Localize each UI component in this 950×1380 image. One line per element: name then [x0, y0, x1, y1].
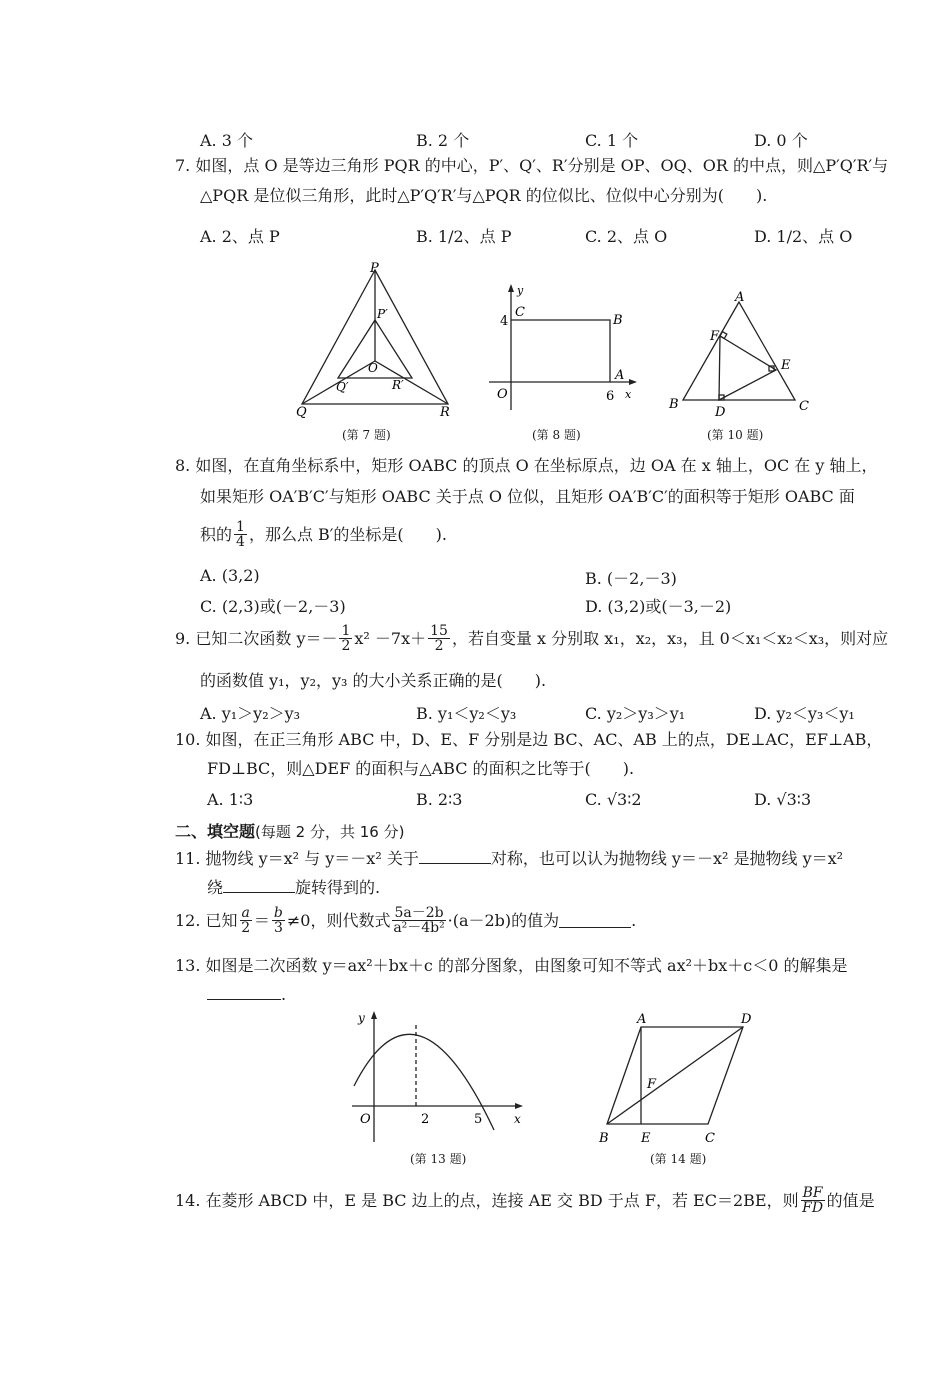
q9-f1-den: 2 — [341, 638, 351, 654]
q14-f-num: BF — [802, 1185, 823, 1201]
fig7-label-r: R — [440, 405, 450, 418]
q10-option-d: D. √3∶3 — [754, 790, 812, 809]
fig13-label-2: 2 — [421, 1112, 430, 1127]
figure-13 — [348, 1006, 530, 1146]
fig14-label-e: E — [641, 1131, 651, 1146]
q9-option-b: B. y₁＜y₂＜y₃ — [416, 704, 517, 723]
q8-line3-post: ，那么点 B′的坐标是( ). — [248, 524, 447, 544]
fig7-caption: (第 7 题) — [342, 428, 391, 442]
fig10-label-f: F — [710, 329, 720, 344]
q12-f3-den: a²－4b² — [393, 920, 445, 936]
q13-line1: 13. 如图是二次函数 y＝ax²＋bx＋c 的部分图象，由图象可知不等式 ax²＋bx＋c＜0 的解集是 — [175, 956, 848, 975]
q7-line1: 7. 如图，点 O 是等边三角形 PQR 的中心，P′、Q′、R′分别是 OP、OQ、OR 的中点，则△P′Q′R′与 — [175, 156, 889, 175]
fig10-label-a: A — [735, 290, 745, 305]
q9-option-d: D. y₂＜y₃＜y₁ — [754, 704, 855, 723]
q10-option-a: A. 1∶3 — [207, 790, 254, 809]
q9-fraction-1 — [339, 624, 352, 653]
q13-blank[interactable] — [207, 985, 281, 1000]
fig10-label-c: C — [799, 399, 809, 414]
figure-8 — [485, 280, 645, 420]
q12-fraction-1 — [240, 906, 252, 935]
q8-option-d: D. (3,2)或(－3,－2) — [585, 597, 732, 616]
q8-line2: 如果矩形 OA′B′C′与矩形 OABC 关于点 O 位似，且矩形 OA′B′C′的面积等于矩形 OABC 面 — [200, 487, 855, 506]
fig7-label-o: O — [368, 361, 378, 375]
q14-pre: 14. 在菱形 ABCD 中，E 是 BC 边上的点，连接 AE 交 BD 于点 F，若 EC＝2BE，则 — [175, 1190, 799, 1210]
q12-mid: ≠0，则代数式 — [286, 910, 391, 930]
figure-14 — [593, 1008, 763, 1148]
fig13-label-x: x — [514, 1112, 521, 1126]
q12-end: . — [631, 910, 637, 930]
q9-line1-mid: x² －7x＋ — [354, 628, 427, 648]
q12-pre: 12. 已知 — [175, 910, 238, 930]
q12-line — [175, 906, 636, 935]
q9-line2: 的函数值 y₁，y₂，y₃ 的大小关系正确的是( ). — [200, 671, 547, 690]
q9-option-c: C. y₂＞y₃＞y₁ — [585, 704, 686, 723]
fig8-label-c: C — [515, 305, 525, 320]
fig10-label-d: D — [715, 405, 726, 420]
q12-blank[interactable] — [559, 913, 631, 928]
q11-line1 — [175, 849, 843, 867]
fig8-label-b: B — [613, 313, 623, 328]
q7-option-a: A. 2、点 P — [200, 227, 280, 246]
fig14-label-f: F — [647, 1077, 657, 1092]
q7-option-d: D. 1/2、点 O — [754, 227, 853, 246]
section-2-note: (每题 2 分，共 16 分) — [255, 823, 405, 841]
q8-fraction — [234, 520, 247, 549]
section-2-heading — [175, 819, 404, 842]
q13-line2 — [207, 985, 286, 1003]
q11-blank-2[interactable] — [223, 878, 295, 893]
fig7-label-p-prime: P′ — [377, 307, 388, 321]
fig14-caption: (第 14 题) — [650, 1152, 707, 1166]
q8-line3 — [200, 520, 447, 549]
q8-option-b: B. (－2,－3) — [585, 569, 677, 588]
q8-line3-pre: 积的 — [200, 524, 233, 544]
q12-fraction-2 — [272, 906, 285, 935]
q14-line — [175, 1186, 875, 1215]
q9-fraction-2 — [428, 624, 450, 653]
q10-option-b: B. 2∶3 — [416, 790, 463, 809]
q7-option-c: C. 2、点 O — [585, 227, 668, 246]
q9-f1-num: 1 — [341, 623, 351, 639]
fig10-label-b: B — [669, 397, 679, 412]
q8-option-a: A. (3,2) — [200, 566, 260, 585]
figure-10 — [665, 290, 815, 425]
fig8-label-o: O — [497, 387, 508, 402]
q9-line1-post: ，若自变量 x 分别取 x₁，x₂，x₃，且 0＜x₁＜x₂＜x₃，则对应 — [451, 628, 889, 648]
q6-option-a: A. 3 个 — [200, 131, 253, 150]
q12-eq: ＝ — [253, 910, 270, 930]
fig8-caption: (第 8 题) — [532, 428, 581, 442]
q12-f2-num: b — [273, 905, 283, 921]
q11-line1-pre: 11. 抛物线 y＝x² 与 y＝－x² 关于 — [175, 849, 419, 868]
q9-option-a: A. y₁＞y₂＞y₃ — [200, 704, 301, 723]
q9-line1-pre: 9. 已知二次函数 y＝－ — [175, 628, 338, 648]
fig10-label-e: E — [781, 358, 791, 373]
fig13-label-o: O — [360, 1112, 371, 1127]
q9-line1 — [175, 624, 888, 653]
q14-fraction — [801, 1186, 825, 1215]
fig13-caption: (第 13 题) — [410, 1152, 467, 1166]
q12-f1-num: a — [241, 905, 250, 921]
fig7-label-r-prime: R′ — [392, 378, 404, 392]
q6-option-c: C. 1 个 — [585, 131, 639, 150]
q8-frac-num: 1 — [236, 519, 245, 535]
fig13-label-y: y — [358, 1011, 365, 1025]
fig7-label-q-prime: Q′ — [336, 380, 349, 394]
q12-f2-den: 3 — [273, 920, 283, 936]
fig13-label-5: 5 — [474, 1112, 483, 1127]
q12-f1-den: 2 — [241, 920, 251, 936]
q12-fraction-3 — [392, 906, 445, 935]
q14-post: 的值是 — [826, 1190, 875, 1210]
figure-7 — [290, 258, 460, 418]
q12-f3-num: 5a－2b — [394, 905, 444, 921]
q6-option-d: D. 0 个 — [754, 131, 808, 150]
fig7-label-p: P — [370, 261, 379, 276]
q8-option-c: C. (2,3)或(－2,－3) — [200, 597, 346, 616]
fig14-label-a: A — [637, 1012, 647, 1027]
q11-blank-1[interactable] — [419, 849, 491, 864]
q9-f2-num: 15 — [430, 623, 448, 639]
fig8-label-y: y — [517, 284, 524, 297]
q14-f-den: FD — [802, 1200, 824, 1216]
q13-end: . — [281, 985, 287, 1004]
q10-line2: FD⊥BC，则△DEF 的面积与△ABC 的面积之比等于( ). — [207, 759, 635, 778]
fig14-label-b: B — [599, 1131, 609, 1146]
q11-line2-post: 旋转得到的. — [295, 878, 381, 897]
q11-line2-pre: 绕 — [207, 878, 224, 897]
q11-line1-post: 对称，也可以认为抛物线 y＝－x² 是抛物线 y＝x² — [490, 849, 844, 868]
fig8-label-a: A — [615, 368, 625, 383]
fig14-label-c: C — [705, 1131, 715, 1146]
q9-f2-den: 2 — [434, 638, 444, 654]
section-2-title: 二、填空题 — [175, 822, 256, 841]
q10-line1: 10. 如图，在正三角形 ABC 中，D、E、F 分别是边 BC、AC、AB 上的点，DE⊥AC，EF⊥AB， — [175, 730, 883, 749]
q12-post: ·(a－2b)的值为 — [447, 910, 560, 930]
q8-frac-den: 4 — [236, 534, 245, 550]
fig8-label-4: 4 — [500, 314, 509, 329]
q10-option-c: C. √3∶2 — [585, 790, 642, 809]
q8-line1: 8. 如图，在直角坐标系中，矩形 OABC 的顶点 O 在坐标原点，边 OA 在 x 轴上，OC 在 y 轴上， — [175, 456, 878, 475]
fig8-label-6: 6 — [606, 389, 615, 404]
fig14-label-d: D — [741, 1012, 752, 1027]
q7-line2: △PQR 是位似三角形，此时△P′Q′R′与△PQR 的位似比、位似中心分别为( ). — [200, 186, 768, 205]
fig8-label-x: x — [625, 388, 632, 401]
fig10-caption: (第 10 题) — [707, 428, 764, 442]
q6-option-b: B. 2 个 — [416, 131, 470, 150]
q11-line2 — [207, 878, 380, 896]
fig7-label-q: Q — [296, 405, 307, 418]
q7-option-b: B. 1/2、点 P — [416, 227, 512, 246]
